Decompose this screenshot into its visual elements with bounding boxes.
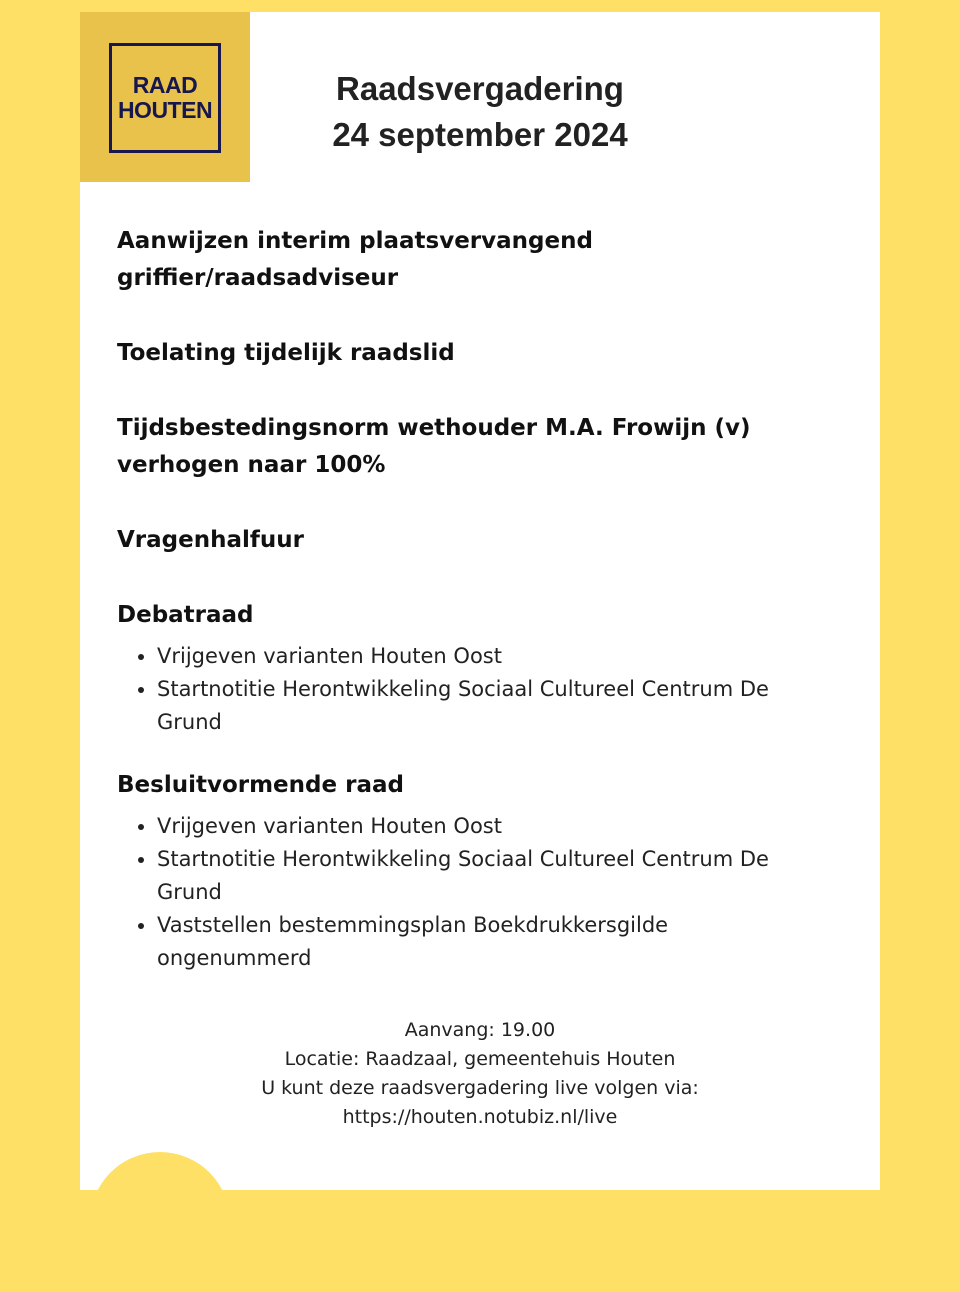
agenda-content: [117, 223, 837, 1003]
start-time: Aanvang: 19.00: [404, 1019, 556, 1041]
title-line-2: 24 september 2024: [332, 116, 628, 153]
besluitvormend-list: [117, 810, 797, 975]
raad-houten-logo: [80, 12, 250, 182]
list-item: • Startnotitie Herontwikkeling Sociaal Cultureel Centrum De Grund: [157, 673, 837, 739]
decorative-corner-bottom-right: [890, 1152, 960, 1292]
list-item: • Vaststellen bestemmingsplan Boekdrukkersgilde ongenummerd: [157, 909, 797, 975]
debatraad-list: [117, 640, 837, 739]
agenda-item: Aanwijzen interim plaatsvervangend griffier/raadsadviseur: [117, 228, 593, 291]
location: Locatie: Raadzaal, gemeentehuis Houten: [284, 1048, 676, 1070]
section-heading-besluitvormend: Besluitvormende raad: [117, 772, 404, 798]
agenda-item: Toelating tijdelijk raadslid: [117, 340, 455, 366]
page-title: [250, 66, 710, 158]
agenda-item: Tijdsbestedingsnorm wethouder M.A. Frowijn (v) verhogen naar 100%: [117, 415, 751, 478]
logo-line-1: RAAD: [132, 72, 198, 98]
list-item: • Startnotitie Herontwikkeling Sociaal Cultureel Centrum De Grund: [157, 843, 797, 909]
livestream-link[interactable]: https://houten.notubiz.nl/live: [342, 1106, 618, 1128]
decorative-corner-top-right: [890, 0, 960, 94]
meeting-info: [80, 1016, 880, 1132]
list-item: • Vrijgeven varianten Houten Oost: [157, 810, 797, 843]
logo-line-2: HOUTEN: [117, 97, 213, 123]
decorative-corner-bottom-left: [90, 1152, 230, 1292]
section-heading-debatraad: Debatraad: [117, 602, 254, 628]
agenda-item: Vragenhalfuur: [117, 527, 304, 553]
title-line-1: Raadsvergadering: [336, 70, 624, 107]
logo-frame: [109, 43, 221, 153]
list-item: • Vrijgeven varianten Houten Oost: [157, 640, 837, 673]
livestream-text: U kunt deze raadsvergadering live volgen via:: [261, 1077, 699, 1099]
